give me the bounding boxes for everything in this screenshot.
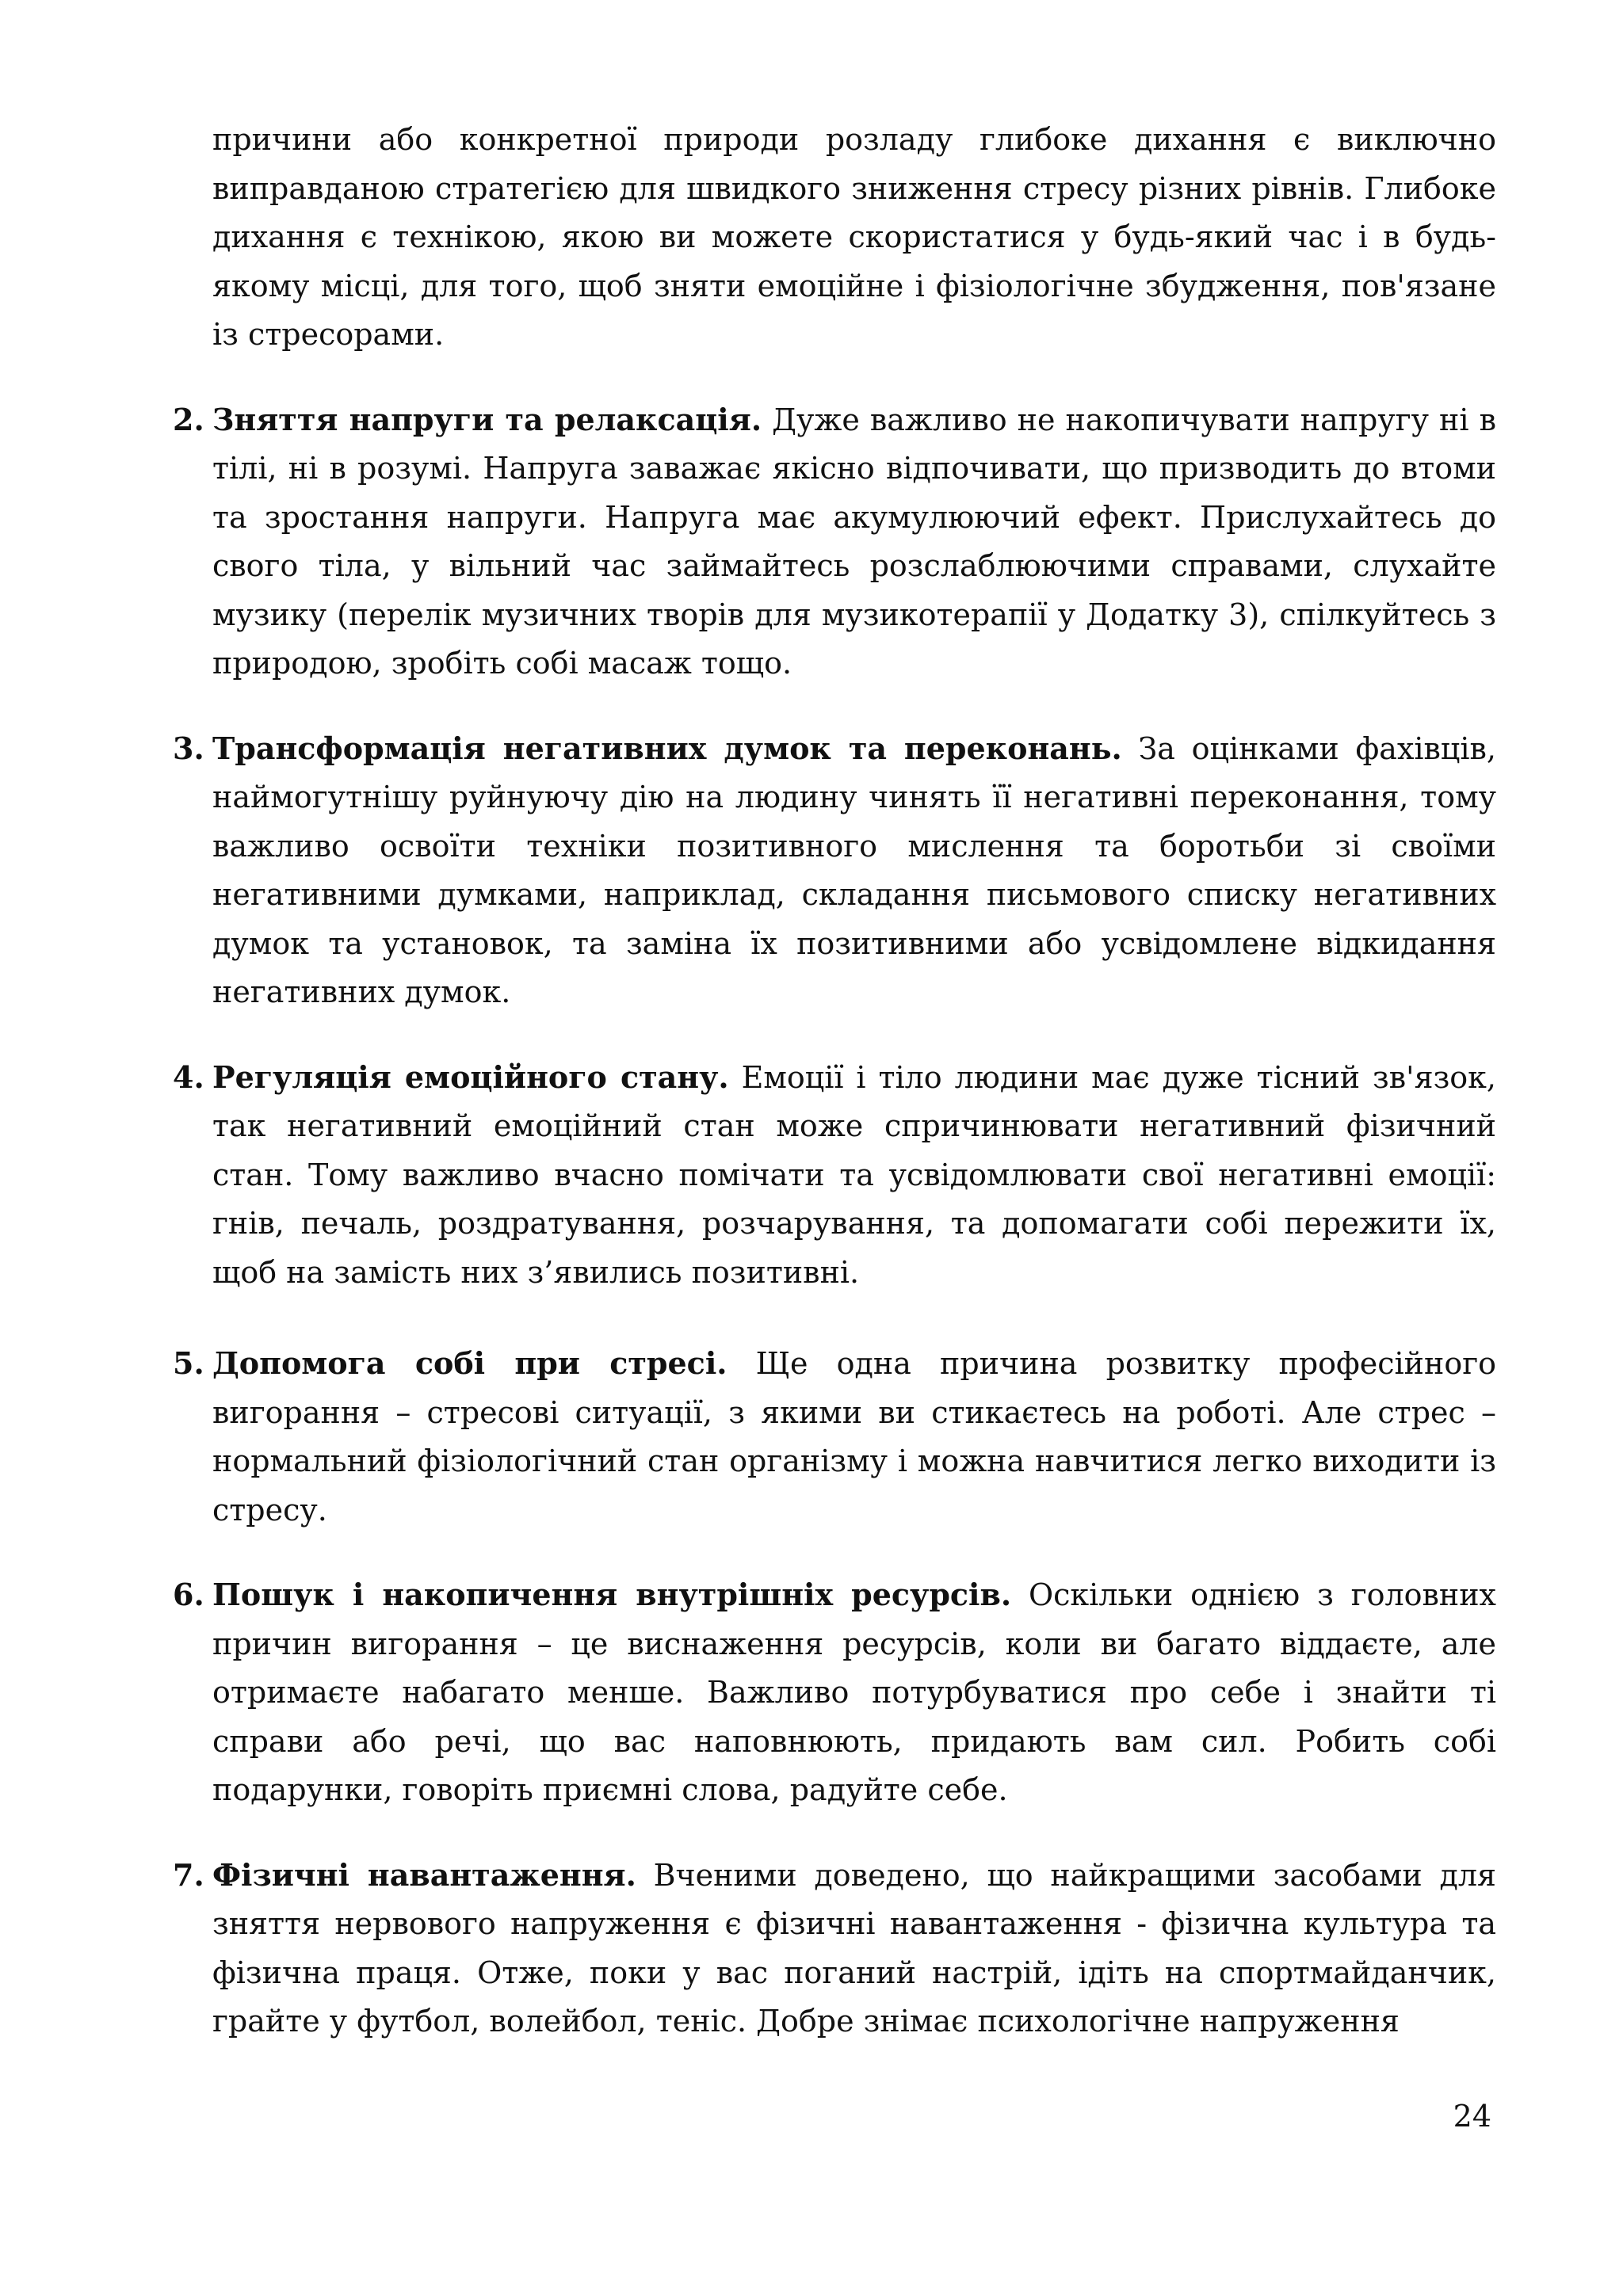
list-item-title: Трансформація негативних думок та переконань. <box>212 730 1122 766</box>
list-item-text: За оцінками фахівців, наймогутнішу руйнуючу дію на людину чинять її негативні переконання, тому важливо освоїти техніки позитивного мислення та боротьби зі своїми негативними думками, наприклад, складання письмового списку негативних думок та установок, та заміна їх позитивними або усвідомлене відкидання негативних думок. <box>212 730 1496 1009</box>
list-item-title: Пошук і накопичення внутрішніх ресурсів. <box>212 1577 1012 1612</box>
list-item-number: 4. <box>173 1058 204 1095</box>
list-item <box>173 1570 1496 1815</box>
list-item-text: Вченими доведено, що найкращими засобами для зняття нервового напруження є фізичні навантаження - фізична культура та фізична праця. Отже, поки у вас поганий настрій, ідіть на спортмайданчик, грайте у футбол, волейбол, теніс. Добре знімає психологічне напруження <box>212 1857 1496 2039</box>
list-item <box>173 724 1496 1017</box>
list-item-text: Оскільки однією з головних причин вигорання – це виснаження ресурсів, коли ви багато віддаєте, але отримаєте набагато менше. Важливо потурбуватися про себе і знайти ті справи або речі, що вас наповнюють, придають вам сил. Робить собі подарунки, говоріть приємні слова, радуйте себе. <box>212 1577 1496 1807</box>
intro-paragraph: причини або конкретної природи розладу глибоке дихання є виключно виправданою стратегією для швидкого зниження стресу різних рівнів. Глибоке дихання є технікою, якою ви можете скористатися у будь-який час і в будь-якому місці, для того, щоб зняти емоційне і фізіологічне збудження, пов'язане із стресорами. <box>212 122 1496 352</box>
list-item-title: Фізичні навантаження. <box>212 1856 636 1893</box>
list-item-body <box>212 1851 1496 2046</box>
list-item-body <box>212 724 1496 1017</box>
list-item-number: 3. <box>173 730 204 766</box>
list-item-title: Зняття напруги та релаксація. <box>212 401 762 437</box>
list-item-text: Дуже важливо не накопичувати напругу ні в тілі, ні в розумі. Напруга заважає якісно відпочивати, що призводить до втоми та зростання напруги. Напруга має акумулюючий ефект. Прислухайтесь до свого тіла, у вільний час займайтесь розслаблюючими справами, слухайте музику (перелік музичних творів для музикотерапії у Додатку 3), спілкуйтесь з природою, зробіть собі масаж тощо. <box>212 402 1496 681</box>
list-item-title: Допомога собі при стресі. <box>212 1345 727 1381</box>
list-item <box>173 1339 1496 1535</box>
list-item-text: Емоції і тіло людини має дуже тісний зв'язок, так негативний емоційний стан може спричинювати негативний фізичний стан. Тому важливо вчасно помічати та усвідомлювати свої негативні емоції: гнів, печаль, роздратування, розчарування, та допомагати собі пережити їх, щоб на замість них з’явились позитивні. <box>212 1059 1496 1290</box>
list-item-body <box>212 1339 1496 1535</box>
list-item <box>173 1053 1496 1298</box>
list-item-text: Ще одна причина розвитку професійного вигорання – стресові ситуації, з якими ви стикаєтесь на роботі. Але стрес – нормальний фізіологічний стан організму і можна навчитися легко виходити із стресу. <box>212 1346 1497 1527</box>
list-item-body <box>212 1053 1496 1298</box>
list-item-title: Регуляція емоційного стану. <box>212 1058 729 1095</box>
list-item-number: 6. <box>173 1577 204 1612</box>
list-item-number: 2. <box>173 401 204 437</box>
page-content <box>173 116 1496 2046</box>
list-item <box>173 395 1496 688</box>
list-item-body <box>212 1570 1496 1815</box>
page-number: 24 <box>1453 2099 1491 2134</box>
list-item-number: 7. <box>173 1856 204 1893</box>
list-item-body <box>212 395 1496 688</box>
list-item <box>173 1851 1496 2046</box>
list-item-number: 5. <box>173 1345 204 1381</box>
